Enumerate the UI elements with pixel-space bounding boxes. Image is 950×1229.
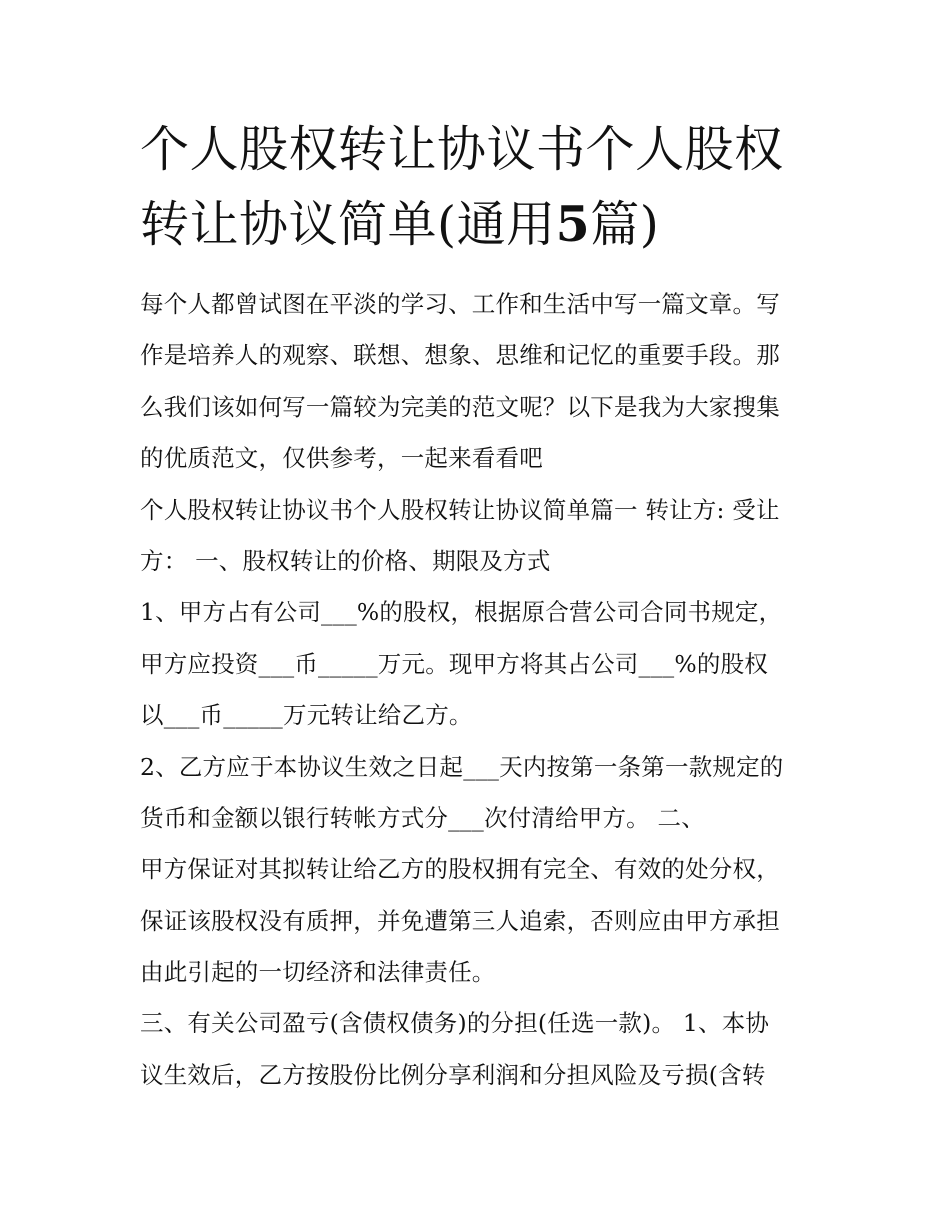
body-line: 甲方保证对其拟转让给乙方的股权拥有完全、有效的处分权， [140, 855, 780, 884]
body-line: 方： 一、股权转让的价格、期限及方式 [140, 546, 551, 575]
body-line: 个人股权转让协议书个人股权转让协议简单篇一 转让方: 受让 [140, 495, 780, 524]
body-line: 甲方应投资___币_____万元。现甲方将其占公司___%的股权 [140, 649, 768, 678]
body-line: 作是培养人的观察、联想、想象、思维和记忆的重要手段。那 [140, 341, 780, 370]
body-line: 每个人都曾试图在平淡的学习、工作和生活中写一篇文章。写 [140, 290, 780, 318]
body-line: 2、乙方应于本协议生效之日起___天内按第一条第一款规定的 [140, 752, 784, 781]
document-body [140, 279, 815, 1101]
body-line: 由此引起的一切经济和法律责任。 [140, 958, 496, 987]
title-tail: 篇) [590, 196, 660, 253]
title-line-1: 个人股权转让协议书个人股权 [140, 121, 784, 178]
body-line: 1、甲方占有公司___%的股权，根据原合营公司合同书规定， [140, 598, 783, 627]
body-line: 保证该股权没有质押，并免遭第三人追索，否则应由甲方承担 [140, 906, 780, 935]
body-line: 议生效后，乙方按股份比例分享利润和分担风险及亏损(含转 [140, 1060, 766, 1089]
document-title [140, 112, 820, 262]
title-number: 5 [555, 195, 591, 253]
body-line: 以___币_____万元转让给乙方。 [140, 701, 473, 730]
body-line: 三、有关公司盈亏(含债权债务)的分担(任选一款)。 1、本协 [140, 1009, 770, 1038]
body-line: 么我们该如何写一篇较为完美的范文呢？以下是我为大家搜集 [140, 392, 780, 421]
title-line-2 [140, 187, 820, 262]
body-line: 货币和金额以银行转帐方式分___次付清给甲方。 二、 [140, 803, 705, 832]
body-line: 的优质范文，仅供参考，一起来看看吧 [140, 444, 543, 473]
title-line-2-text: 转让协议简单(通用 [140, 196, 556, 253]
